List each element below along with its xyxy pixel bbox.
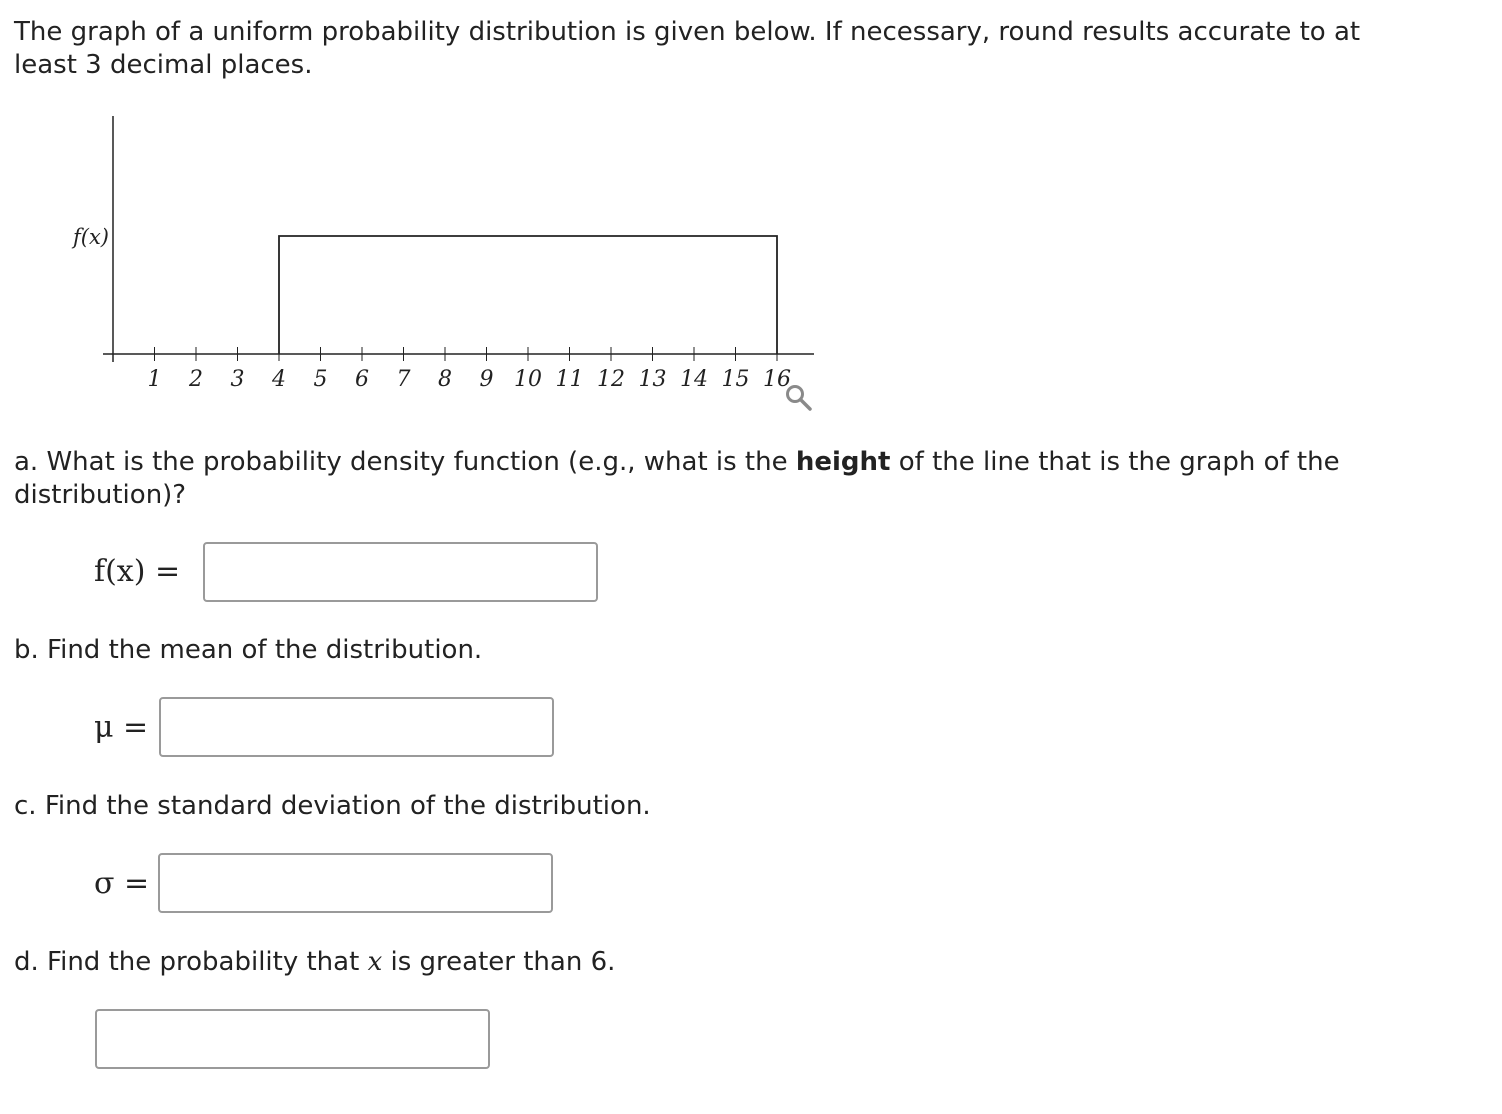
x-tick-label-14: 14 [680,367,708,392]
density-line [279,236,777,354]
x-tick-label-6: 6 [355,367,369,392]
std-dev-label: σ = [94,866,150,901]
x-tick-label-12: 12 [597,367,625,392]
x-tick-label-3: 3 [230,367,245,392]
x-tick-label-8: 8 [438,367,452,392]
x-tick-label-16: 16 [763,367,791,392]
x-tick-label-5: 5 [313,367,328,392]
problem-intro: The graph of a uniform probability distribution is given below. If necessary, round results accurate to at least 3 decimal places. [14,17,1361,80]
y-axis-label: f(x) [72,225,109,249]
uniform-distribution-graph [0,100,860,420]
x-tick-label-7: 7 [396,367,411,392]
question-a-text-start: a. What is the probability density function (e.g., what is the [14,447,796,477]
x-tick-label-9: 9 [479,367,494,392]
variable-x: x [367,947,383,977]
mean-label: μ = [94,710,149,745]
x-tick-label-10: 10 [514,367,542,392]
x-tick-label-2: 2 [189,367,203,392]
pdf-answer-input[interactable] [203,542,598,602]
x-tick-label-1: 1 [147,367,162,392]
question-d-text-start: d. Find the probability that [14,947,368,977]
question-a [14,446,1414,512]
question-d [14,946,1414,979]
x-tick-label-13: 13 [638,367,667,392]
pdf-label: f(x) = [94,554,181,589]
x-tick-label-11: 11 [555,367,584,392]
question-b: b. Find the mean of the distribution. [14,635,483,665]
x-tick-label-4: 4 [272,367,286,392]
mean-answer-input[interactable] [159,697,554,757]
question-c: c. Find the standard deviation of the distribution. [14,791,651,821]
probability-answer-input[interactable] [95,1009,490,1069]
question-a-emphasis: height [795,447,891,477]
x-tick-label-15: 15 [721,367,750,392]
question-a-text-end: of the line that is the graph of the distribution)? [14,447,1340,510]
std-dev-answer-input[interactable] [158,853,553,913]
question-d-text-end: is greater than 6. [382,947,616,977]
